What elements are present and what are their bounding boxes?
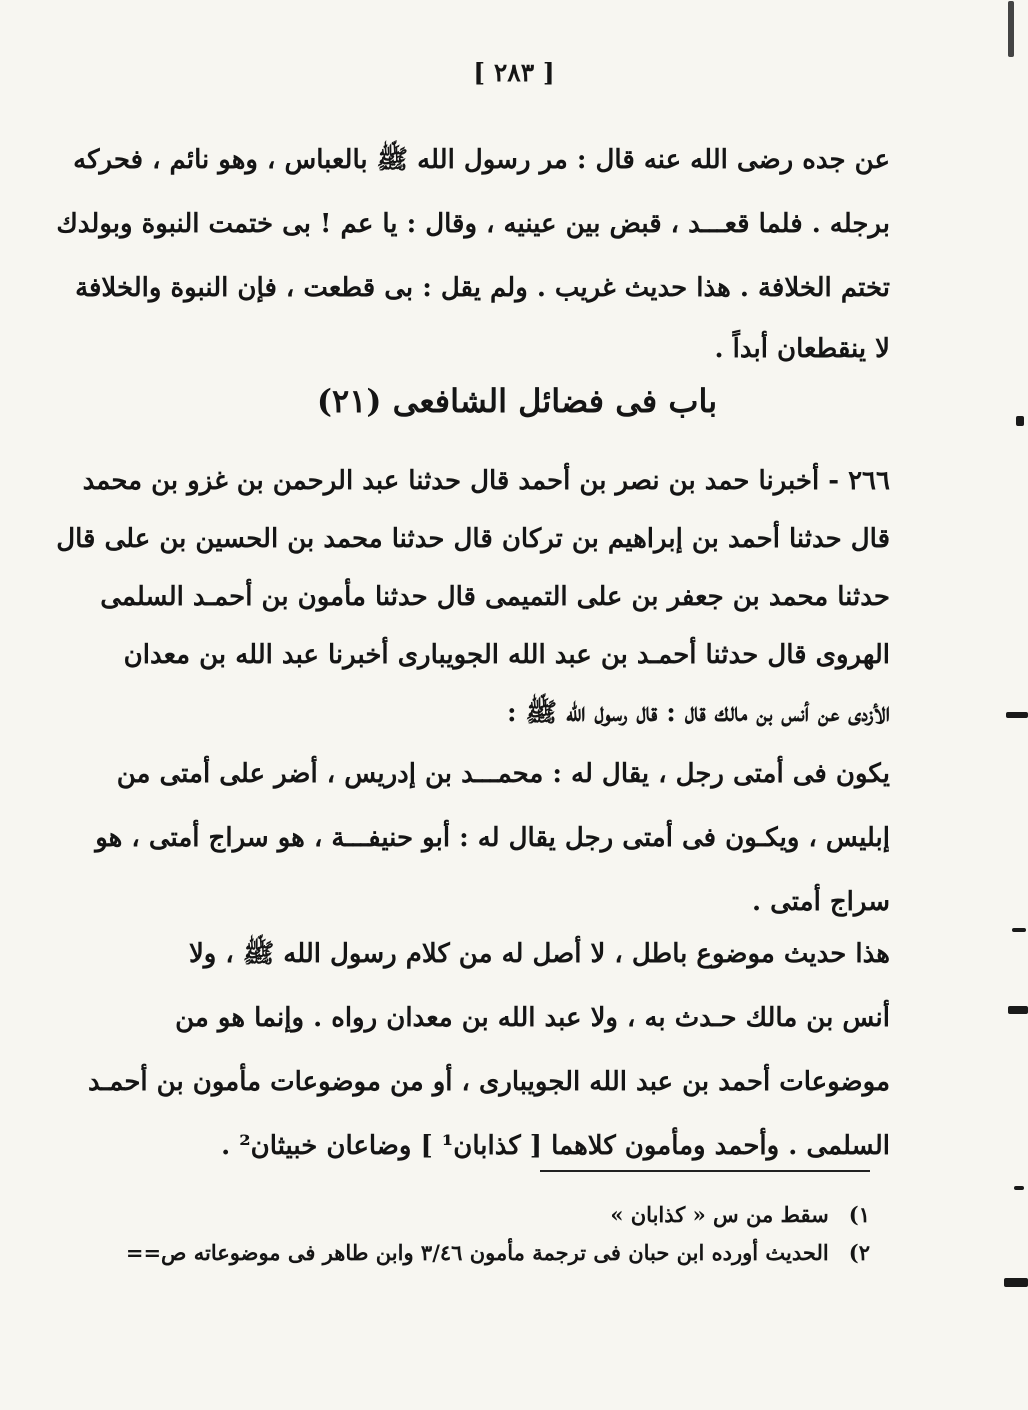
text-line: أنس بن مالك حـدث به ، ولا عبد الله بن معدان رواه . وإنما هو من [175,1003,890,1033]
commentary-paragraph [88,922,890,1178]
scan-edge-mark [1014,1186,1024,1190]
footnotes [120,1196,870,1272]
isnad-paragraph [56,452,890,742]
footnote [120,1196,870,1234]
opening-paragraph [56,128,890,378]
footnote-number: ٢) [848,1240,870,1265]
chapter-heading [0,382,1028,420]
text-line: هذا حديث موضوع باطل ، لا أصل له من كلام رسول الله ﷺ ، ولا [188,939,890,969]
text-line: ٢٦٦ - أخبرنا حمد بن نصر بن أحمد قال حدثنا عبد الرحمن بن غزو بن محمد [82,466,890,496]
footnote-text: الحديث أورده ابن حبان فى ترجمة مأمون ٣/٤٦ وابن طاهر فى موضوعاته ص== [125,1240,829,1265]
text-line: يكون فى أمتى رجل ، يقال له : محمـــد بن إدريس ، أضر على أمتى من [116,759,890,789]
text-line: حدثنا محمد بن جعفر بن على التميمى قال حدثنا مأمون بن أحمـد السلمى [100,582,890,612]
text-line: عن جده رضى الله عنه قال : مر رسول الله ﷺ بالعباس ، وهو نائم ، فحركه [73,145,890,175]
text-line: الأزدى عن أنس بن مالك قال : قال رسول الله ﷺ : [506,698,890,728]
text-line: لا ينقطعان أبداً . [714,334,890,364]
scan-edge-mark [1016,416,1024,426]
chapter-number: (٢١) [316,382,382,420]
footnote-divider [540,1170,870,1172]
text-line: قال حدثنا أحمد بن إبراهيم بن تركان قال حدثنا محمد بن الحسين بن على قال [56,524,890,554]
footnote-number: ١) [848,1202,870,1227]
footnote [120,1234,870,1272]
scan-edge-mark [1008,1,1014,57]
text-line: برجله . فلما قعـــد ، قبض بين عينيه ، وقال : يا عم ! بى ختمت النبوة وبولدك [56,209,890,239]
chapter-title: باب فى فضائل الشافعى [392,382,718,420]
text-line: السلمى . وأحمد ومأمون كلاهما [ كذابان¹ ] وضاعان خبيثان² . [221,1131,890,1161]
text-line: إبليس ، ويكـون فى أمتى رجل يقال له : أبو حنيفـــة ، هو سراج أمتى ، هو [95,823,890,853]
scan-edge-mark [1008,1006,1028,1014]
text-line: موضوعات أحمد بن عبد الله الجويبارى ، أو من موضوعات مأمون بن أحمـد [88,1067,890,1097]
scan-edge-mark [1006,712,1028,718]
text-line: سراج أمتى . [752,887,890,917]
text-line: تختم الخلافة . هذا حديث غريب . ولم يقل : بى قطعت ، فإن النبوة والخلافة [75,273,890,303]
hadith-text [95,742,890,934]
scan-edge-mark [1004,1278,1028,1287]
page-number: [ ٢٨٣ ] [473,58,555,87]
scan-edge-mark [1012,928,1026,932]
footnote-text: سقط من س « كذابان » [610,1202,829,1227]
text-line: الهروى قال حدثنا أحمـد بن عبد الله الجويبارى أخبرنا عبد الله بن معدان [123,640,890,670]
